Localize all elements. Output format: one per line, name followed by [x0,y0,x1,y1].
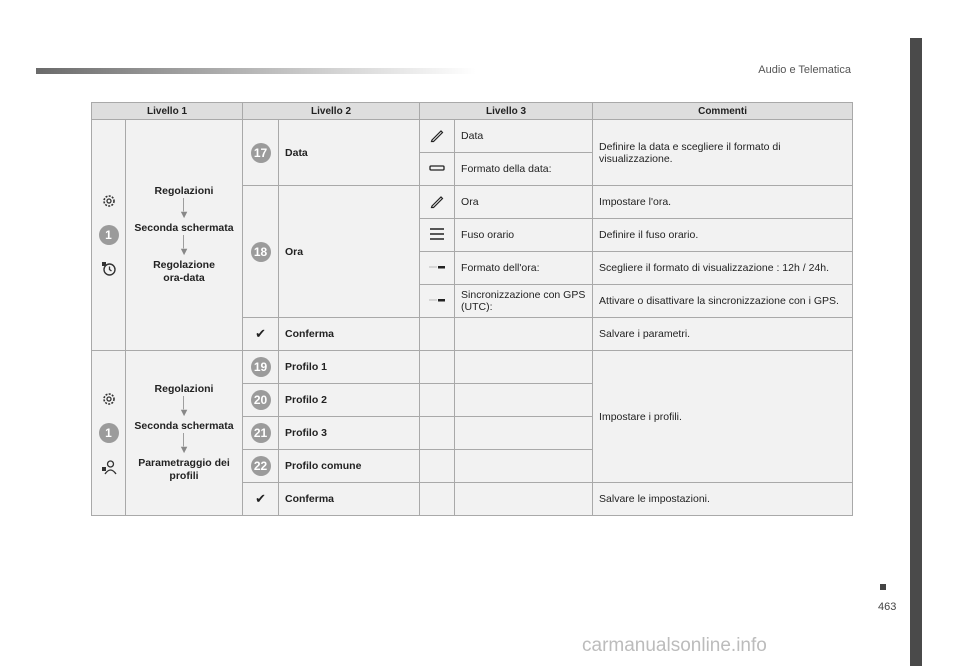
step-badge: 1 [99,423,119,443]
level3-label: Fuso orario [455,219,593,252]
list-icon [429,226,445,242]
level2-label: Conferma [279,318,420,351]
comment: Salvare i parametri. [593,318,853,351]
column-header: Livello 3 [420,103,593,120]
level1-menu-path [126,120,243,351]
rectangle-icon [429,160,445,176]
comment: Scegliere il formato di visualizzazione : 12h / 24h. [593,252,853,285]
table-row [92,120,853,153]
header-decor-bar [36,68,476,74]
level2-label: Profilo 1 [279,351,420,384]
step-badge: 20 [251,390,271,410]
checkmark-icon: ✔ [255,326,266,341]
menu-step: Regolazioni [154,383,214,395]
level3-label: Ora [455,186,593,219]
step-badge: 21 [251,423,271,443]
profile-icon [101,459,117,475]
column-header: Livello 2 [243,103,420,120]
menu-step: ora-data [163,272,205,284]
level3-label: Formato della data: [455,153,593,186]
level3-label: Data [455,120,593,153]
step-badge: 1 [99,225,119,245]
toggle-icon [429,292,445,308]
step-badge: 19 [251,357,271,377]
arrow-down-icon: │ ▼ [178,434,190,456]
menu-step: Regolazione [153,259,215,271]
gear-icon [101,193,117,209]
level2-label: Ora [279,186,420,318]
gear-icon [101,391,117,407]
menu-step: Seconda schermata [134,420,234,432]
section-title: Audio e Telematica [758,64,851,76]
step-badge: 22 [251,456,271,476]
menu-step: Seconda schermata [134,222,234,234]
comment: Definire il fuso orario. [593,219,853,252]
arrow-down-icon: │ ▼ [178,397,190,419]
level2-label: Profilo 2 [279,384,420,417]
pencil-icon [429,193,445,209]
menu-step: Parametraggio dei [138,457,230,469]
menu-step: profili [169,470,199,482]
side-strip [910,38,922,666]
level2-label: Profilo comune [279,450,420,483]
settings-table [91,102,853,516]
level3-label: Formato dell'ora: [455,252,593,285]
level1-icons [92,120,126,351]
watermark: carmanualsonline.info [582,635,767,656]
arrow-down-icon: │ ▼ [178,199,190,221]
level1-menu-path [126,351,243,516]
toggle-icon [429,259,445,275]
column-header: Livello 1 [92,103,243,120]
comment: Definire la data e scegliere il formato di visualizzazione. [593,120,853,186]
page-marker [880,584,886,590]
table-header-row [92,103,853,120]
level1-icons [92,351,126,516]
step-badge: 18 [251,242,271,262]
step-badge: 17 [251,143,271,163]
level2-label: Profilo 3 [279,417,420,450]
comment: Salvare le impostazioni. [593,483,853,516]
column-header: Commenti [593,103,853,120]
arrow-down-icon: │ ▼ [178,236,190,258]
level2-label: Conferma [279,483,420,516]
clock-icon [101,261,117,277]
comment: Impostare i profili. [593,351,853,483]
page-number: 463 [878,601,897,613]
level2-label: Data [279,120,420,186]
comment: Attivare o disattivare la sincronizzazione con i GPS. [593,285,853,318]
pencil-icon [429,127,445,143]
comment: Impostare l'ora. [593,186,853,219]
level3-label: Sincronizzazione con GPS (UTC): [455,285,593,318]
menu-step: Regolazioni [154,185,214,197]
table-row [92,351,853,384]
checkmark-icon: ✔ [255,491,266,506]
